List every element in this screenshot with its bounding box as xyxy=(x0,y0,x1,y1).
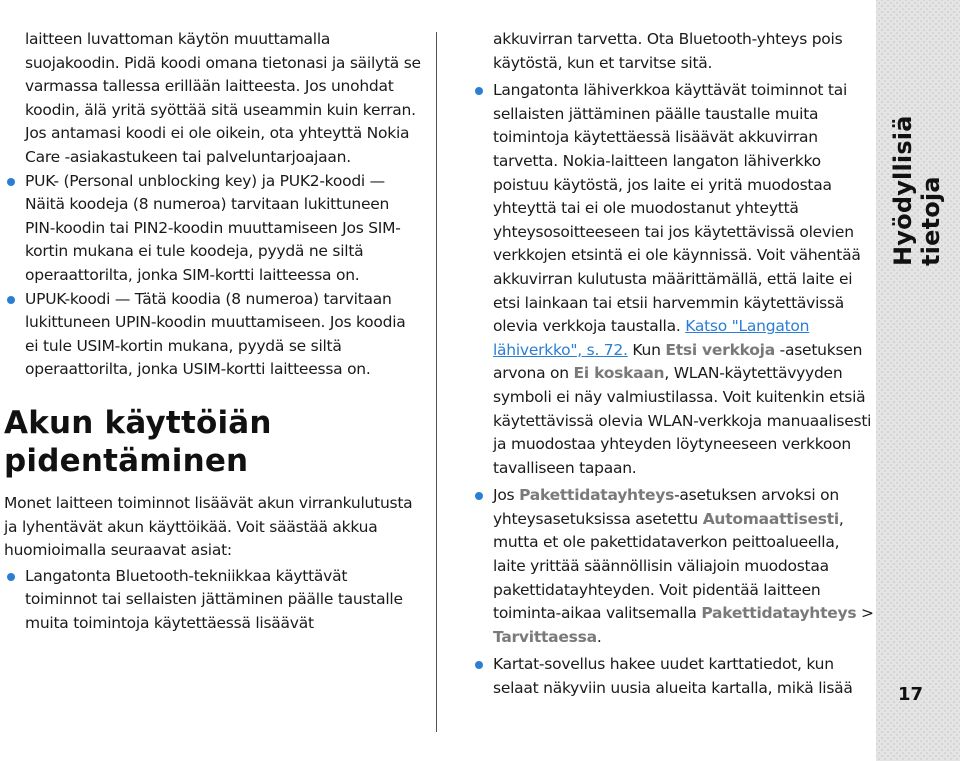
pd-text-3: , mutta et ole pakettidataverkon peittoalueella, laite yrittää säännöllisin väliajoin muodostaa pakettidatayhteyden. Voit pidentää laitteen toiminta-aikaa valitsemalla xyxy=(493,509,844,623)
wlan-text-2: Kun xyxy=(627,340,666,359)
wlan-text-1: Langatonta lähiverkkoa käyttävät toiminnot tai sellaisten jättäminen päälle taustalle muita toimintoja käytettäessä lisäävät akkuvirran tarvetta. Nokia-laitteen langaton lähiverkko poistuu käytöstä, jos laite ei yritä muodostaa yhteyttä tai ei ole muodostanut yhteyttä yhteysosoitteeseen tai jos käytettävissä olevien verkkojen etsintä ei ole käynnissä. Voit vähentää akkuvirran kulutusta määrittämällä, että laite ei etsi lainkaan tai etsii harvemmin käytettävissä olevia verkkoja taustalla. xyxy=(493,81,861,336)
page-number: 17 xyxy=(897,684,923,705)
left-column xyxy=(4,28,422,635)
wlan-text-3: -asetuksen arvona on xyxy=(493,340,863,383)
menu-pakettidatayhteys: Pakettidatayhteys xyxy=(701,604,857,623)
column-divider xyxy=(436,32,437,732)
value-ei-koskaan: Ei koskaan xyxy=(573,364,665,383)
bluetooth-item: Langatonta Bluetooth-tekniikkaa käyttävät toiminnot tai sellaisten jättäminen päälle taustalle muita toimintoja käytettäessä lisäävät xyxy=(4,565,422,636)
pd-text-4: . xyxy=(596,627,602,646)
wlan-text-4: , WLAN-käytettävyyden symboli ei näy valmiustilassa. Voit kuitenkin etsiä käytettävissä olevia WLAN-verkkoja manuaalisesti ja muodostaa yhteyden löytyneeseen verkkoon tavalliseen tapaan. xyxy=(493,364,872,477)
wlan-item xyxy=(472,79,874,480)
value-automaattisesti: Automaattisesti xyxy=(702,509,839,528)
maps-item: Kartat-sovellus hakee uudet karttatiedot, kun selaat näkyviin uusia alueita kartalla, mikä lisää xyxy=(472,653,874,700)
section-heading xyxy=(4,404,422,480)
upuk-code-item: UPUK-koodi — Tätä koodia (8 numeroa) tarvitaan lukittuneen UPIN-koodin muuttamiseen. Jos koodia ei tule USIM-kortin mukana, pyydä se siltä operaattorilta, jonka USIM-kortti laitteessa on. xyxy=(4,288,422,382)
setting-etsi-verkkoja: Etsi verkkoja xyxy=(665,340,775,359)
menu-separator: > xyxy=(856,604,874,623)
setting-pakettidatayhteys: Pakettidatayhteys xyxy=(519,486,675,505)
chapter-title: Hyödyllisiä tietoja xyxy=(889,115,945,266)
pd-text-1: Jos xyxy=(493,486,520,505)
puk-code-item: PUK- (Personal unblocking key) ja PUK2-koodi — Näitä koodeja (8 numeroa) tarvitaan lukittuneen PIN-koodin tai PIN2-koodin muuttamiseen Jos SIM-kortin mukana ei tule koodeja, pyydä ne siltä operaattorilta, jonka SIM-kortti laitteessa on. xyxy=(4,170,422,288)
pd-text-2: -asetuksen arvoksi on yhteysasetuksissa asetettu xyxy=(493,486,839,528)
right-column xyxy=(472,28,874,701)
heading-line-1: Akun käyttöiän xyxy=(4,404,272,441)
packet-data-item xyxy=(472,484,874,649)
wlan-reference-link[interactable]: Katso "Langaton lähiverkko", s. 72. xyxy=(493,317,810,359)
option-tarvittaessa: Tarvittaessa xyxy=(493,627,597,646)
chapter-sidebar xyxy=(876,0,960,761)
heading-line-2: pidentäminen xyxy=(4,442,249,479)
bluetooth-item-continued: akkuvirran tarvetta. Ota Bluetooth-yhteys pois käytöstä, kun et tarvitse sitä. xyxy=(493,30,843,72)
intro-paragraph: Monet laitteen toiminnot lisäävät akun virrankulutusta ja lyhentävät akun käyttöikää. Voit säästää akkua huomioimalla seuraavat asiat: xyxy=(4,493,413,560)
continued-paragraph: laitteen luvattoman käytön muuttamalla suojakoodin. Pidä koodi omana tietonasi ja säilytä se varmassa tallessa erillään laitteesta. Jos unohdat koodin, älä yritä syöttää sitä useammin kuin kerran. Jos antamasi koodi ei ole oikein, ota yhteyttä Nokia Care -asiakastukeen tai palveluntarjoajaan. xyxy=(25,30,421,166)
